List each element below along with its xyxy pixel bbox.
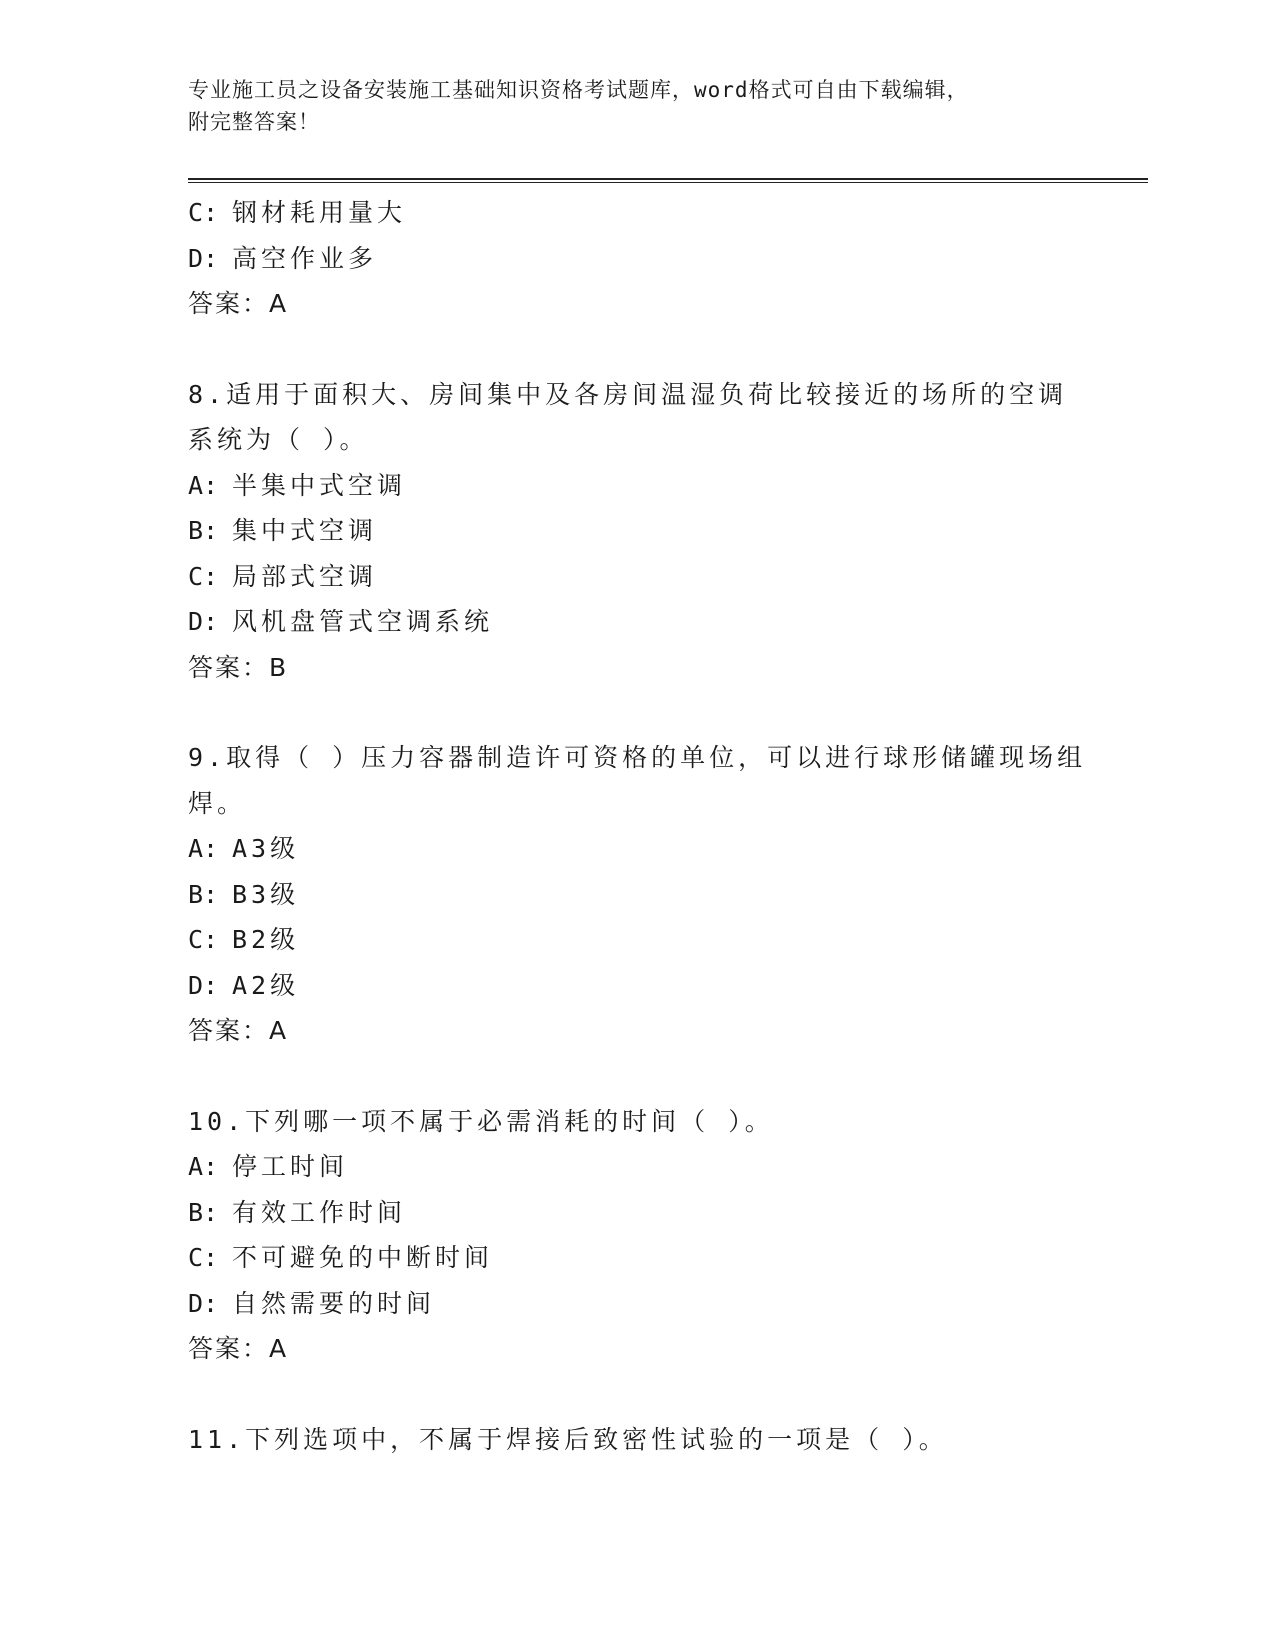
option-label: A: (188, 470, 219, 500)
option-label: D: (188, 243, 219, 273)
option-label: C: (188, 198, 219, 227)
question-stem-continued: 系统为（ ）。 (188, 425, 369, 454)
option-text: 集中式空调 (232, 516, 378, 545)
question-list (188, 190, 1088, 1462)
question-stem: 10.下列哪一项不属于必需消耗的时间（ ）。 (188, 1106, 774, 1136)
option-d (188, 236, 1088, 282)
option-label: B: (188, 1197, 219, 1227)
option-c (188, 554, 1088, 600)
option-d (188, 1281, 1088, 1327)
option-label: B: (188, 879, 219, 909)
document-page (188, 0, 1148, 1650)
option-text: 风机盘管式空调系统 (232, 607, 494, 636)
option-label: D: (188, 607, 219, 636)
option-c (188, 917, 1088, 963)
question-8 (188, 372, 1088, 691)
answer-line: 答案：A (188, 289, 289, 318)
option-text: 自然需要的时间 (232, 1288, 436, 1318)
option-label: A: (188, 1152, 219, 1181)
spacer (188, 690, 1088, 735)
option-text: 停工时间 (232, 1152, 349, 1181)
option-b (188, 508, 1088, 554)
spacer (188, 1054, 1088, 1099)
option-text: A2级 (232, 970, 300, 1000)
option-label: D: (188, 970, 219, 1000)
option-text: 钢材耗用量大 (232, 198, 407, 227)
option-text: 高空作业多 (232, 243, 378, 273)
option-b (188, 1190, 1088, 1236)
option-text: 半集中式空调 (232, 470, 407, 500)
option-label: C: (188, 561, 219, 591)
option-a (188, 1144, 1088, 1190)
spacer (188, 1372, 1088, 1417)
option-text: B3级 (232, 879, 300, 909)
option-text: A3级 (232, 834, 300, 863)
option-label: B: (188, 516, 219, 545)
option-c (188, 190, 1088, 236)
header-line-1: 专业施工员之设备安装施工基础知识资格考试题库，word格式可自由下载编辑， (188, 78, 969, 102)
answer-line: 答案：A (188, 1016, 289, 1045)
option-text: 局部式空调 (232, 561, 378, 591)
document-header (188, 74, 1068, 138)
question-7 (188, 190, 1088, 327)
option-a (188, 826, 1088, 872)
option-c (188, 1235, 1088, 1281)
option-label: C: (188, 925, 219, 954)
option-label: A: (188, 834, 219, 863)
option-a (188, 463, 1088, 509)
spacer (188, 327, 1088, 372)
option-d (188, 963, 1088, 1009)
header-divider (188, 178, 1148, 183)
option-label: D: (188, 1288, 219, 1318)
option-d (188, 599, 1088, 645)
question-stem: 8.适用于面积大、房间集中及各房间温湿负荷比较接近的场所的空调 (188, 379, 1068, 409)
option-text: 不可避免的中断时间 (232, 1243, 494, 1272)
option-text: 有效工作时间 (232, 1197, 407, 1227)
question-11 (188, 1417, 1088, 1463)
option-label: C: (188, 1243, 219, 1272)
question-stem: 9.取得（ ）压力容器制造许可资格的单位，可以进行球形储罐现场组 (188, 743, 1087, 772)
question-stem: 11.下列选项中，不属于焊接后致密性试验的一项是（ ）。 (188, 1424, 948, 1454)
question-10 (188, 1099, 1088, 1372)
option-text: B2级 (232, 925, 300, 954)
question-9 (188, 735, 1088, 1054)
option-b (188, 872, 1088, 918)
answer-line: 答案：A (188, 1334, 289, 1363)
answer-line: 答案：B (188, 652, 289, 682)
question-stem-continued: 焊。 (188, 788, 247, 818)
header-line-2: 附完整答案！ (188, 110, 320, 134)
